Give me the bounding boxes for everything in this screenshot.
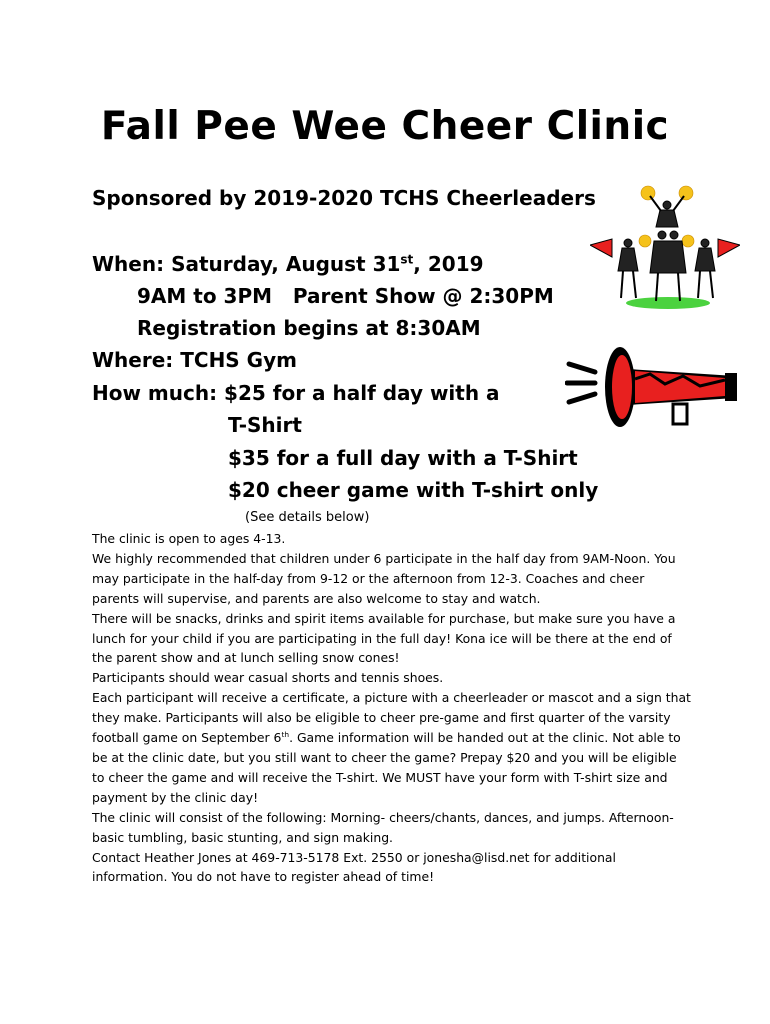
recommendation-paragraph: We highly recommended that children under 6 participate in the half day from 9AM-Noon. You may participate in the half-day from 9-12 or the afternoon from 12-3. Coaches and cheer parents will supervise, and parents are also welcome to stay and watch. [92, 550, 676, 606]
snacks-paragraph: There will be snacks, drinks and spirit items available for purchase, but make sure you have a lunch for your child if you are participating in the full day! Kona ice will be there at the end of the parent show and at lunch selling snow cones! [92, 610, 676, 666]
flyer-title: Fall Pee Wee Cheer Clinic [100, 104, 670, 149]
cheerleader-pyramid-icon [590, 183, 740, 313]
megaphone-icon [565, 346, 740, 438]
registration-line: Registration begins at 8:30AM [137, 316, 481, 340]
ages-paragraph: The clinic is open to ages 4-13. [92, 531, 286, 546]
when-year: , 2019 [413, 252, 484, 276]
sponsor-line: Sponsored by 2019-2020 TCHS Cheerleaders [92, 186, 596, 210]
date-suffix: st [400, 252, 414, 267]
price-cheer-game: $20 cheer game with T-shirt only [228, 478, 599, 502]
details-note: (See details below) [245, 510, 370, 525]
attire-paragraph: Participants should wear casual shorts and tennis shoes. [92, 670, 444, 686]
participation-text-a: Each participant will receive a certificate, a picture with a cheerleader or mascot and a sign that they make. Participants will also be eligible to cheer pre-game and first quarter of the varsity football game on September 6 [92, 690, 691, 746]
price-half-day: How much: $25 for a half day with a [92, 381, 500, 405]
participation-paragraph [92, 688, 692, 807]
contact-paragraph: Contact Heather Jones at 469-713-5178 Ext. 2550 or jonesha@lisd.net for additional information. You do not have to register ahead of time! [92, 849, 616, 885]
participation-text-b: . Game information will be handed out at the clinic. Not able to be at the clinic date, but you still want to cheer the game? Prepay $20 and you will be eligible to cheer the game and will receive the T-shirt. We MUST have your form with T-shirt size and payment by the clinic day! [92, 730, 681, 805]
september-suffix: th [281, 729, 290, 739]
when-line [92, 252, 484, 276]
price-full-day: $35 for a full day with a T-Shirt [228, 446, 578, 470]
price-half-day-cont: T-Shirt [228, 413, 302, 437]
time-line: 9AM to 3PM Parent Show @ 2:30PM [137, 284, 554, 308]
schedule-paragraph: The clinic will consist of the following: Morning- cheers/chants, dances, and jumps. Afternoon- basic tumbling, basic stunting, and sign making. [92, 809, 674, 845]
when-text: When: Saturday, August 31 [92, 252, 401, 276]
where-line: Where: TCHS Gym [92, 348, 297, 372]
details-body [92, 529, 692, 887]
